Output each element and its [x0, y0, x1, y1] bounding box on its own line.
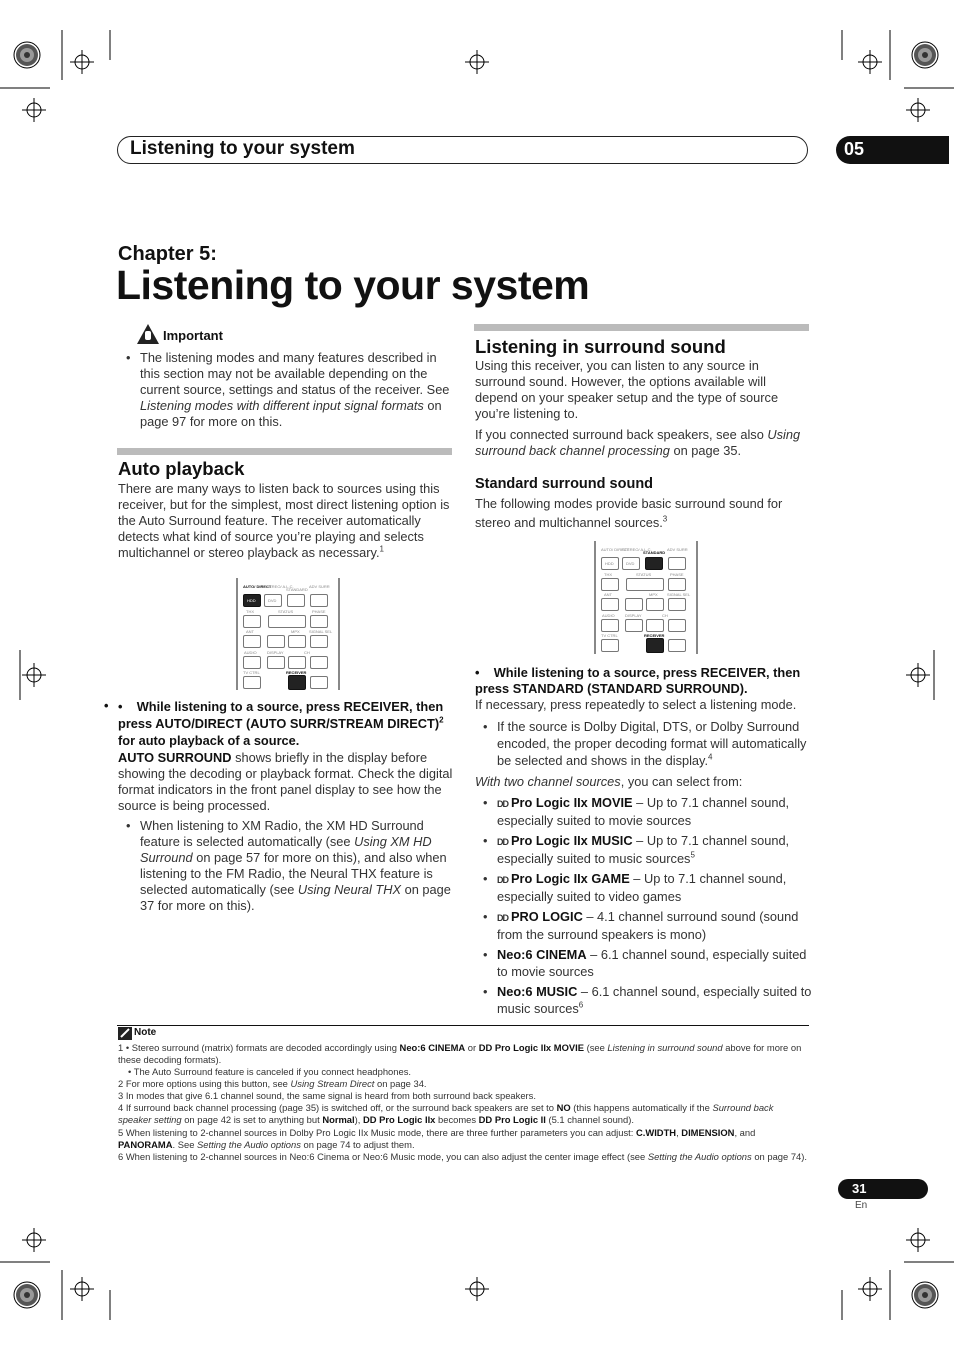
remote-illustration-auto — [236, 578, 340, 690]
note-label: Note — [134, 1027, 157, 1038]
remote-button-status — [268, 615, 306, 628]
registration-star-icon — [14, 1282, 40, 1308]
page-number-badge — [838, 1179, 928, 1199]
remote-button-thx — [601, 578, 619, 591]
chapter-number-badge — [836, 136, 949, 164]
remote-label-adv-surr: ADV SURR — [309, 584, 330, 589]
page-language: En — [855, 1200, 868, 1211]
remote-button-mpx — [646, 598, 664, 611]
auto-playback-intro: There are many ways to listen back to sources using this receiver, but for the simplest, most direct listening option is the Auto Surround feature. The receiver automatically detects what kind of source you’re playing and selects multichannel or stereo playback as necessary.$^1$ — [118, 481, 450, 560]
registration-cross-icon — [70, 1277, 94, 1301]
remote-label-mpx: MPX — [291, 629, 300, 634]
mode-item: • DD Pro Logic IIx GAME – Up to 7.1 channel sound, especially suited to video games — [475, 871, 815, 905]
registration-cross-icon — [22, 663, 46, 687]
dolby-note: • If the source is Dolby Digital, DTS, or Dolby Surround encoded, the proper decoding format will automatically be selected and shows in the display.$^4$ — [475, 718, 815, 773]
registration-cross-icon — [906, 1228, 930, 1252]
remote-label-thx: THX — [604, 572, 612, 577]
remote-label-dvd: DVD — [626, 561, 635, 566]
registration-cross-icon — [22, 1228, 46, 1252]
note-pencil-icon — [118, 1027, 132, 1040]
remote-button-adv-surr — [668, 557, 686, 570]
registration-star-icon — [14, 42, 40, 68]
remote-button-ant — [243, 635, 261, 648]
remote-label-status: STATUS — [636, 572, 652, 577]
remote-label-mpx: MPX — [649, 592, 658, 597]
remote-button-receiver — [646, 638, 664, 653]
page-title: Listening to your system — [116, 262, 590, 308]
remote-label-stereo: STEREO/ A.L.C. — [264, 584, 294, 589]
remote-label-standard: STANDARD — [643, 550, 666, 555]
footnote-4: 4 If surround back channel processing (page 35) is switched off, or the surround back speakers are set to NO (this happens automatically if the Surround back speaker setting on page 42 is set to anything but Normal), DD Pro Logic IIx becomes DD Pro Logic II (5.1 channel sound). — [118, 1102, 774, 1126]
registration-cross-icon — [906, 98, 930, 122]
registration-cross-icon — [858, 1277, 882, 1301]
remote-button-thx — [243, 615, 261, 628]
auto-playback-heading: Auto playback — [118, 458, 245, 479]
remote-button-display — [267, 656, 285, 669]
remote-label-standard: STANDARD — [286, 587, 308, 592]
mode-item: • Neo:6 CINEMA – 6.1 channel sound, especially suited to movie sources — [475, 947, 815, 980]
remote-label-tv-ctrl: TV CTRL — [243, 670, 260, 675]
remote-label-receiver: RECEIVER — [286, 670, 307, 675]
standard-step-note: If necessary, press repeatedly to select a listening mode. — [475, 697, 797, 712]
auto-playback-result: AUTO SURROUND shows briefly in the display before showing the decoding or playback format. Check the digital format indicators in the front panel display to see how the source is being processed. — [118, 750, 453, 813]
remote-label-status: STATUS — [278, 609, 294, 614]
registration-cross-icon — [906, 663, 930, 687]
remote-label-phase: PHASE — [312, 609, 326, 614]
remote-label-display: DISPLAY — [267, 650, 284, 655]
remote-button-signal-sel — [668, 598, 686, 611]
remote-button-power — [668, 639, 686, 652]
remote-button-display — [625, 619, 643, 632]
remote-label-stereo: STEREO/ A.L.C. — [622, 547, 652, 552]
standard-surround-intro: The following modes provide basic surround sound for stereo and multichannel sources.$^3$ — [475, 496, 783, 530]
remote-label-ant: ANT — [246, 629, 254, 634]
important-label: Important — [163, 328, 223, 343]
remote-label-audio: AUDIO — [244, 650, 257, 655]
remote-button-status — [626, 578, 664, 591]
mode-item: • DD PRO LOGIC – 4.1 channel surround sound (sound from the surround speakers is mono) — [475, 909, 815, 943]
section-divider — [117, 448, 452, 455]
footnote-2: 2 For more options using this button, see Using Stream Direct on page 34. — [118, 1078, 427, 1089]
remote-button-ch-minus — [646, 619, 664, 632]
registration-star-icon — [912, 42, 938, 68]
remote-label-phase: PHASE — [670, 572, 684, 577]
mode-item: • Neo:6 MUSIC – 6.1 channel sound, especially suited to music sources$^6$ — [475, 984, 815, 1017]
remote-label-ch: CH — [662, 613, 668, 618]
remote-label-auto-direct: AUTO/ DIRECT — [601, 547, 630, 552]
registration-cross-icon — [858, 50, 882, 74]
remote-label-adv-surr: ADV SURR — [667, 547, 688, 552]
header-title: Listening to your system — [130, 138, 355, 159]
footnote-3: 3 In modes that give 6.1 channel sound, the same signal is heard from both surround back speakers. — [118, 1090, 536, 1101]
remote-label-auto-direct: AUTO/ DIRECT — [243, 584, 272, 589]
registration-cross-icon — [465, 1277, 489, 1301]
footnote-5: 5 When listening to 2-channel sources in Dolby Pro Logic IIx Music mode, there are three further parameters you can adjust: C.WIDTH, DIMENSION, and PANORAMA. See Setting the Audio options on page 74 to adjust them. — [118, 1127, 756, 1151]
remote-label-audio: AUDIO — [602, 613, 615, 618]
dolby-icon: DD — [497, 837, 508, 847]
standard-step: • While listening to a source, press RECEIVER, then press STANDARD (STANDARD SURROUND). — [475, 665, 801, 696]
remote-button-tv-ctrl — [601, 639, 619, 652]
chapter-number: 05 — [844, 139, 865, 159]
chapter-label: Chapter 5: — [118, 243, 217, 265]
surround-heading: Listening in surround sound — [475, 336, 726, 357]
remote-button-ant — [601, 598, 619, 611]
remote-illustration-standard — [594, 541, 698, 654]
section-divider — [474, 324, 809, 331]
remote-button-pause — [625, 598, 643, 611]
remote-button-ch-plus — [668, 619, 686, 632]
registration-cross-icon — [465, 50, 489, 74]
two-channel-intro: With two channel sources, you can select from: — [475, 774, 743, 789]
remote-button-ch-minus — [288, 656, 306, 669]
remote-button-auto-direct — [243, 594, 261, 607]
remote-button-adv-surr — [310, 594, 328, 607]
remote-button-pause — [267, 635, 285, 648]
remote-button-tv-ctrl — [243, 676, 261, 689]
remote-label-receiver: RECEIVER — [644, 633, 665, 638]
warning-hand-icon — [136, 323, 160, 345]
remote-label-ant: ANT — [604, 592, 612, 597]
remote-button-signal-sel — [310, 635, 328, 648]
remote-button-audio — [601, 619, 619, 632]
remote-label-ch: CH — [304, 650, 310, 655]
remote-button-ch-plus — [310, 656, 328, 669]
remote-button-phase — [310, 615, 328, 628]
dolby-icon: DD — [497, 875, 508, 885]
dolby-icon: DD — [497, 799, 508, 809]
page-number: 31 — [852, 1181, 867, 1196]
mode-list — [475, 795, 815, 1021]
remote-label-signal-sel: SIGNAL SEL — [309, 629, 333, 634]
surround-intro: Using this receiver, you can listen to any source in surround sound. However, the options available will depend on your speaker setup and the type of source you’re listening to. — [475, 358, 779, 421]
registration-star-icon — [912, 1282, 938, 1308]
remote-button-standard — [287, 594, 305, 607]
remote-button-phase — [668, 578, 686, 591]
remote-button-stereo — [264, 594, 282, 607]
remote-button-stereo — [622, 557, 640, 570]
remote-button-receiver — [288, 675, 306, 690]
remote-label-hdd: HDD — [247, 598, 256, 603]
remote-button-auto-direct — [601, 557, 619, 570]
remote-label-thx: THX — [246, 609, 254, 614]
remote-button-standard — [645, 557, 663, 570]
dolby-icon: DD — [497, 913, 508, 923]
auto-playback-sub-bullet: • When listening to XM Radio, the XM HD Surround feature is selected automatically (see Using XM HD Surround on page 57 for more on this), and also when listening to the FM Radio, the Neural THX feature is selected automatically (see Using Neural THX on page 37 for more on this). — [118, 818, 453, 918]
standard-surround-heading: Standard surround sound — [475, 476, 654, 492]
remote-label-dvd: DVD — [268, 598, 277, 603]
auto-playback-step-text: • While listening to a source, press RECEIVER, then press AUTO/DIRECT (AUTO SURR/STREAM DIRECT)$^2$ for auto playback of a source. — [118, 699, 444, 748]
registration-cross-icon — [70, 50, 94, 74]
important-note: • The listening modes and many features described in this section may not be available depending on the current source, settings and status of the receiver. See Listening modes with different input signal formats on page 97 for more on this. — [118, 350, 453, 434]
registration-cross-icon — [22, 98, 46, 122]
remote-label-hdd: HDD — [605, 561, 614, 566]
footnote-1b: • The Auto Surround feature is canceled if you connect headphones. — [128, 1066, 411, 1077]
footnote-1: 1 • Stereo surround (matrix) formats are decoded accordingly using Neo:6 CINEMA or DD Pro Logic IIx MOVIE (see Listening in surround sound above for more on these decoding formats). — [118, 1042, 802, 1066]
mode-item: • DD Pro Logic IIx MOVIE – Up to 7.1 channel sound, especially suited to movie sources — [475, 795, 815, 829]
remote-button-power — [310, 676, 328, 689]
remote-label-tv-ctrl: TV CTRL — [601, 633, 618, 638]
mode-item: • DD Pro Logic IIx MUSIC – Up to 7.1 channel sound, especially suited to music sources$^5$ — [475, 833, 815, 867]
remote-label-signal-sel: SIGNAL SEL — [667, 592, 691, 597]
footnote-6: 6 When listening to 2-channel sources in Neo:6 Cinema or Neo:6 Music mode, you can also adjust the center image effect (see Setting the Audio options on page 74). — [118, 1151, 807, 1162]
remote-button-audio — [243, 656, 261, 669]
remote-button-mpx — [288, 635, 306, 648]
note-divider — [117, 1025, 809, 1026]
remote-label-display: DISPLAY — [625, 613, 642, 618]
surround-back-note: If you connected surround back speakers, see also Using surround back channel processing on page 35. — [475, 427, 801, 458]
